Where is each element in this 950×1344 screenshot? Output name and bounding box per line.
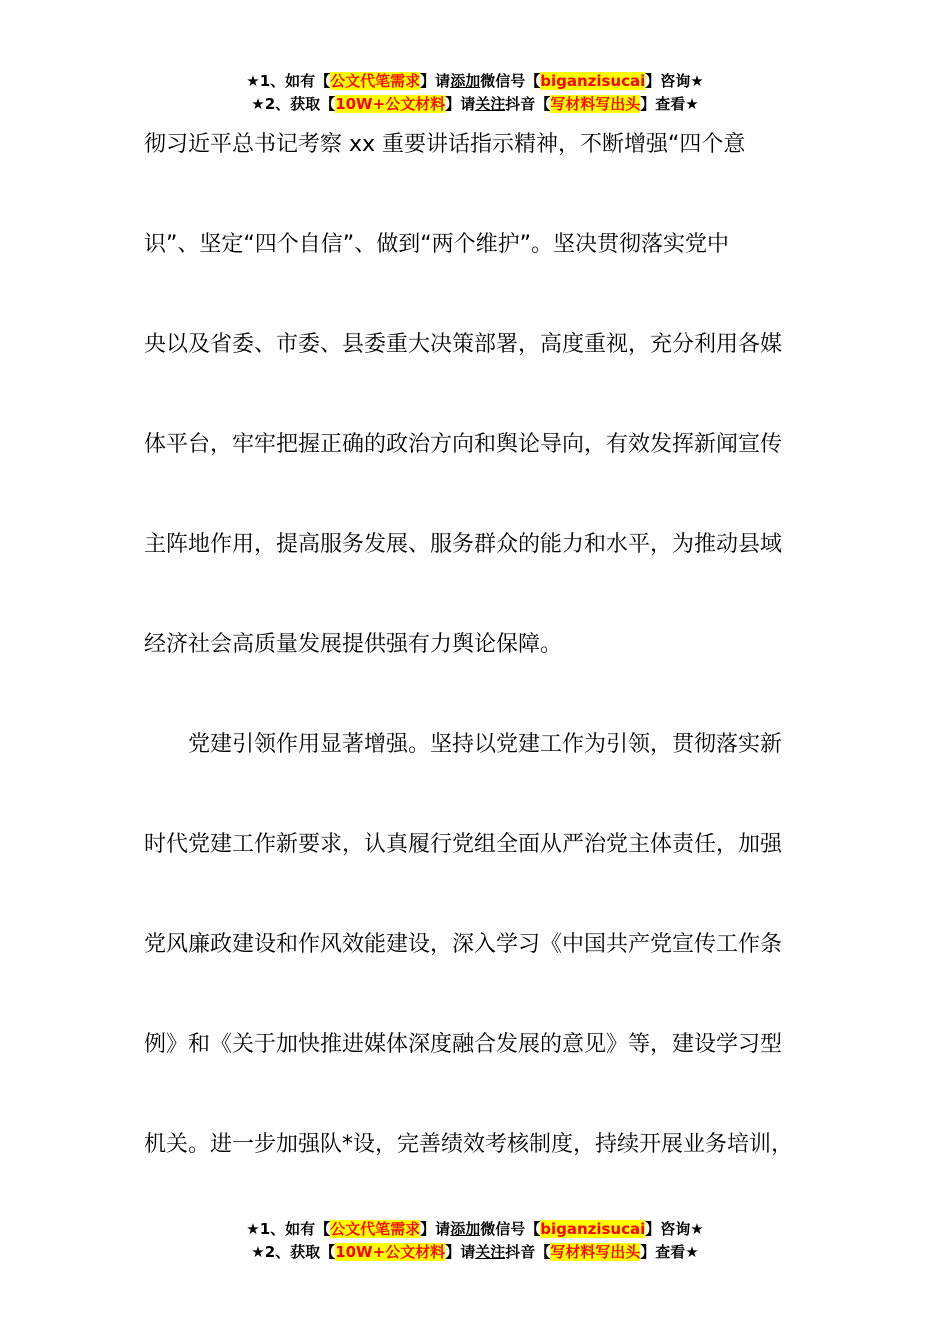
highlight-writing-service: 公文代笔需求 bbox=[330, 1220, 421, 1238]
highlight-materials: 10W+公文材料 bbox=[335, 1243, 446, 1261]
body-line: 党风廉政建设和作风效能建设，深入学习《中国共产党宣传工作条 bbox=[144, 932, 783, 957]
header-banner bbox=[0, 70, 950, 116]
body-line: 识”、坚定“四个自信”、做到“两个维护”。坚决贯彻落实党中 bbox=[144, 232, 729, 257]
highlight-writing-service: 公文代笔需求 bbox=[330, 72, 421, 90]
banner-line-2: ★2、获取【10W+公文材料】请关注抖音【写材料写出头】查看★ bbox=[251, 95, 699, 113]
document-body bbox=[144, 120, 804, 1220]
body-line-paragraph-start: 党建引领作用显著增强。坚持以党建工作为引领，贯彻落实新 bbox=[188, 732, 783, 757]
highlight-douyin-account: 写材料写出头 bbox=[550, 1243, 641, 1261]
body-line: 主阵地作用，提高服务发展、服务群众的能力和水平，为推动县域 bbox=[144, 532, 783, 557]
body-line: 例》和《关于加快推进媒体深度融合发展的意见》等，建设学习型 bbox=[144, 1032, 783, 1057]
body-line: 彻习近平总书记考察 xx 重要讲话指示精神，不断增强“四个意 bbox=[144, 132, 746, 157]
footer-banner bbox=[0, 1218, 950, 1264]
body-line: 央以及省委、市委、县委重大决策部署，高度重视，充分利用各媒 bbox=[144, 332, 783, 357]
banner-line-2: ★2、获取【10W+公文材料】请关注抖音【写材料写出头】查看★ bbox=[251, 1243, 699, 1261]
body-line: 经济社会高质量发展提供强有力舆论保障。 bbox=[144, 632, 563, 657]
banner-line-1: ★1、如有【公文代笔需求】请添加微信号【biganzisucai】咨询★ bbox=[246, 72, 704, 90]
body-line: 体平台，牢牢把握正确的政治方向和舆论导向，有效发挥新闻宣传 bbox=[144, 432, 783, 457]
body-line: 机关。进一步加强队*设，完善绩效考核制度，持续开展业务培训， bbox=[144, 1132, 794, 1157]
highlight-douyin-account: 写材料写出头 bbox=[550, 95, 641, 113]
body-line: 时代党建工作新要求，认真履行党组全面从严治党主体责任，加强 bbox=[144, 832, 783, 857]
highlight-wechat-id: biganzisucai bbox=[540, 72, 646, 90]
highlight-materials: 10W+公文材料 bbox=[335, 95, 446, 113]
banner-line-1: ★1、如有【公文代笔需求】请添加微信号【biganzisucai】咨询★ bbox=[246, 1220, 704, 1238]
highlight-wechat-id: biganzisucai bbox=[540, 1220, 646, 1238]
